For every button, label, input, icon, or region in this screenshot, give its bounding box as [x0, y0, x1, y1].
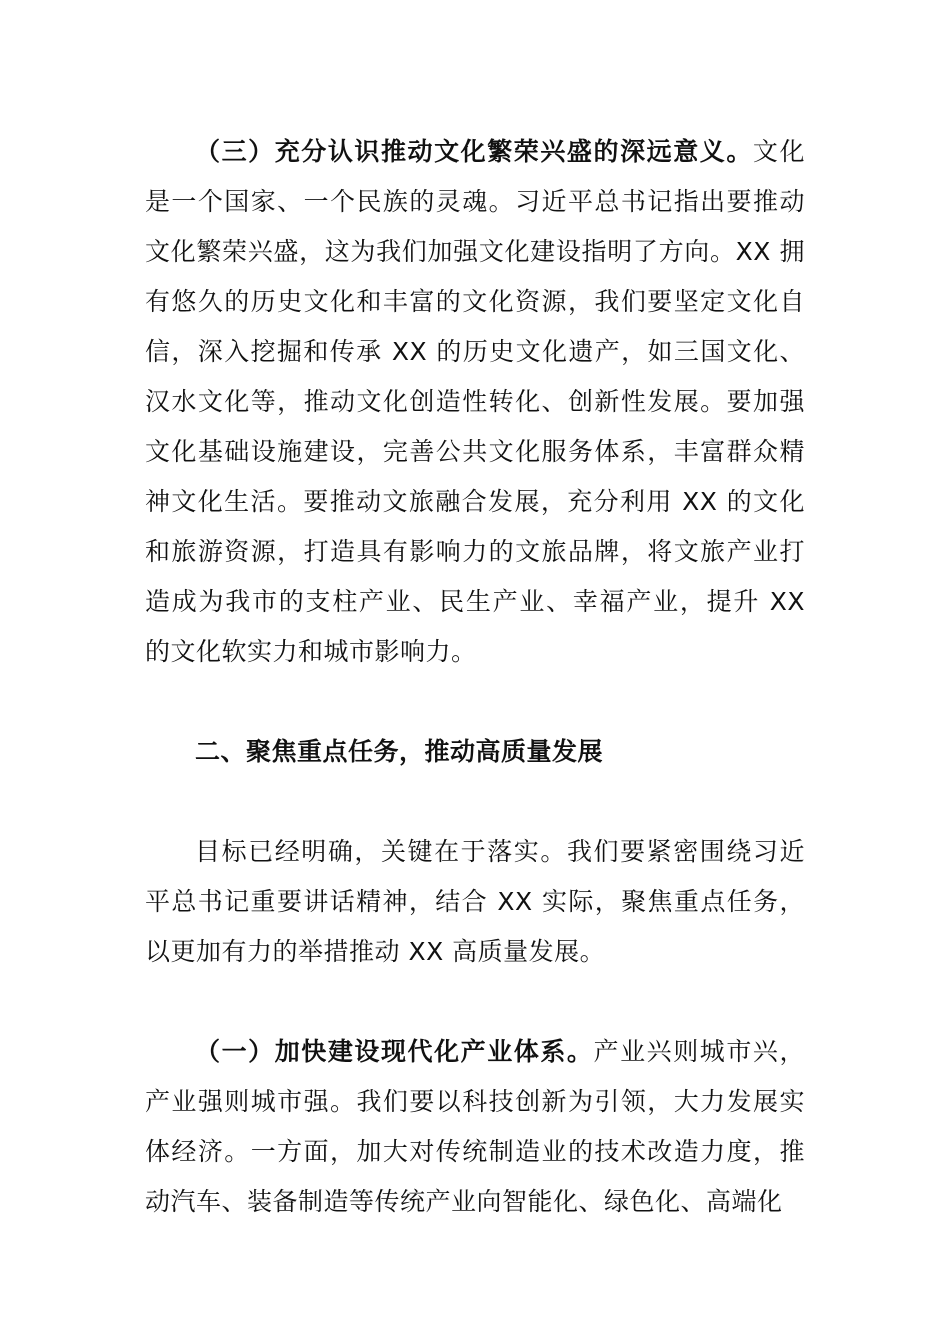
paragraph-spacer	[145, 977, 805, 1027]
paragraph-spacer	[145, 777, 805, 827]
paragraph-spacer	[145, 677, 805, 727]
section-three-title: （三）充分认识推动文化繁荣兴盛的深远意义。	[195, 137, 753, 166]
subsection-one-title: （一）加快建设现代化产业体系。	[195, 1037, 594, 1066]
paragraph-intro: 目标已经明确，关键在于落实。我们要紧密围绕习近平总书记重要讲话精神，结合 XX 实际，聚焦重点任务，以更加有力的举措推动 XX 高质量发展。	[145, 837, 805, 966]
section-three-text: 文化是一个国家、一个民族的灵魂。习近平总书记指出要推动文化繁荣兴盛，这为我们加强文化建设指明了方向。XX 拥有悠久的历史文化和丰富的文化资源，我们要坚定文化自信，深入挖掘和传承 XX 的历史文化遗产，如三国文化、汉水文化等，推动文化创造性转化、创新性发展。要加强文化基础设施建设，完善公共文化服务体系，丰富群众精神文化生活。要推动文旅融合发展，充分利用 XX 的文化和旅游资源，打造具有影响力的文旅品牌，将文旅产业打造成为我市的支柱产业、民生产业、幸福产业，提升 XX 的文化软实力和城市影响力。	[145, 137, 805, 666]
paragraph-subsection-one	[145, 1027, 805, 1227]
subsection-one-text: 产业兴则城市兴，产业强则城市强。我们要以科技创新为引领，大力发展实体经济。一方面，加大对传统制造业的技术改造力度，推动汽车、装备制造等传统产业向智能化、绿色化、高端化	[145, 1037, 805, 1216]
document-body	[145, 127, 805, 1227]
heading-part-two: 二、聚焦重点任务，推动高质量发展	[195, 737, 604, 766]
paragraph-section-three	[145, 127, 805, 677]
